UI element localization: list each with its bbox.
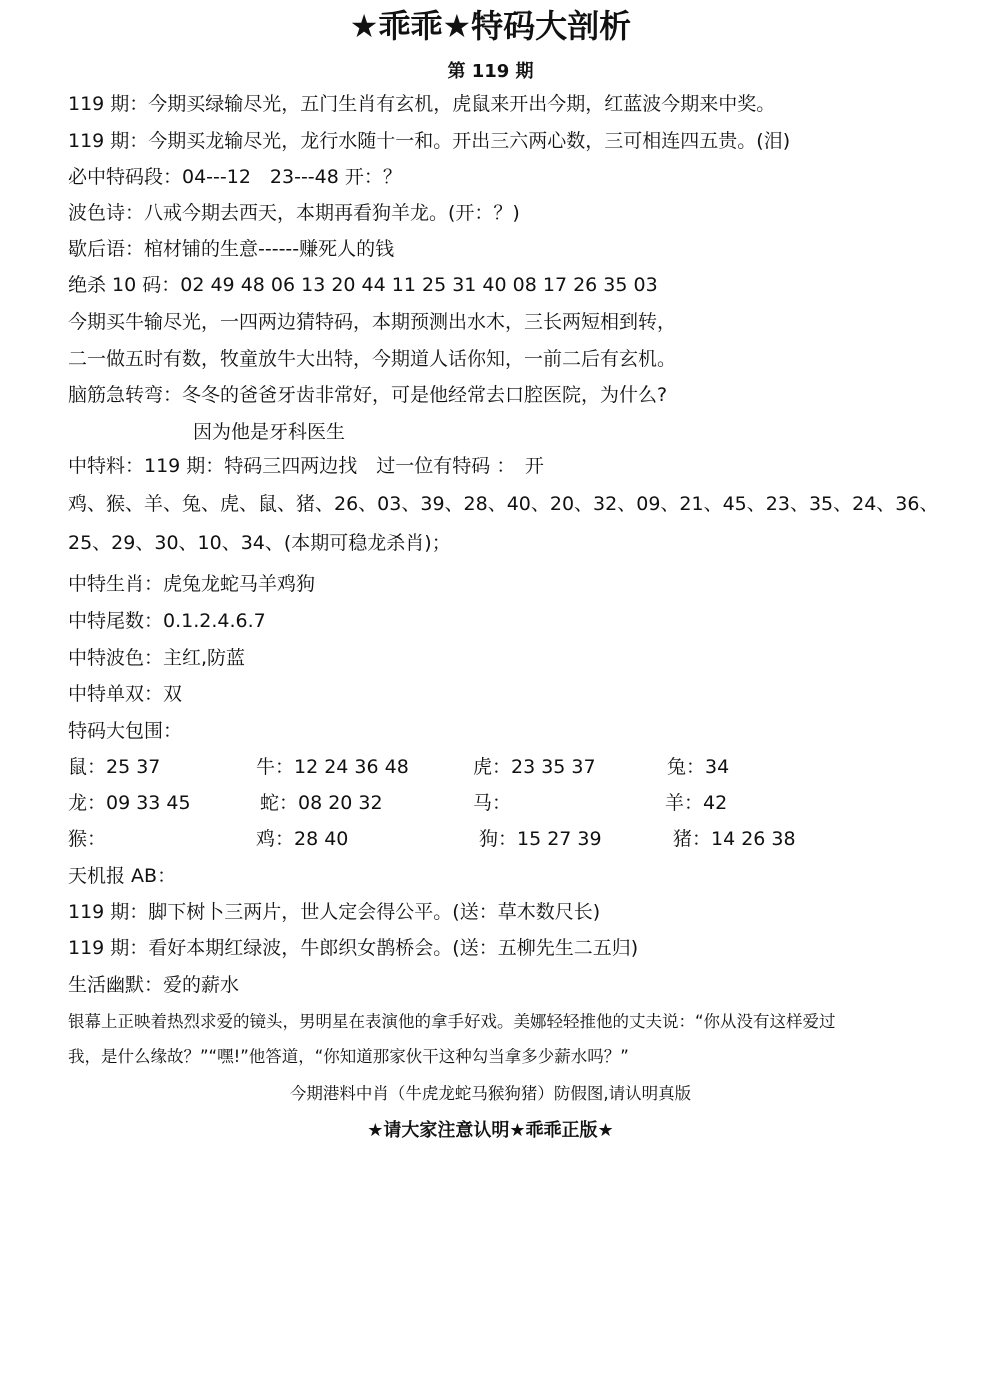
humor-heading: 生活幽默：爱的薪水 xyxy=(68,974,240,996)
tianji-line: 119 期：脚下树卜三两片，世人定会得公平。(送：草木数尺长) xyxy=(68,901,601,923)
number-list: 25、29、30、10、34、(本期可稳龙杀肖)； xyxy=(68,532,451,554)
odd-even: 中特单双：双 xyxy=(68,683,183,705)
xiehouyu: 歇后语：棺材铺的生意------赚死人的钱 xyxy=(68,238,395,260)
code-range: 必中特码段：04---12 23---48 开：？ xyxy=(68,166,402,188)
special-color: 中特波色：主红,防蓝 xyxy=(68,647,246,669)
special-tail: 中特尾数：0.1.2.4.6.7 xyxy=(68,610,266,632)
tianji-line: 119 期：看好本期红绿波，牛郎织女鹊桥会。(送：五柳先生二五归) xyxy=(68,937,639,959)
kill-ten-codes: 绝杀 10 码：02 49 48 06 13 20 44 11 25 31 40 08 17 26 35 03 xyxy=(68,274,658,296)
zodiac-cell: 兔：34 xyxy=(667,756,730,778)
anti-fake-note: 今期港料中肖（牛虎龙蛇马猴狗猪）防假图,请认明真版 xyxy=(289,1084,692,1103)
special-zodiac: 中特生肖：虎兔龙蛇马羊鸡狗 xyxy=(68,573,316,595)
poem-line: 二一做五时有数，牧童放牛大出特，今期道人话你知，一前二后有玄机。 xyxy=(68,348,677,370)
riddle-question: 脑筋急转弯：冬冬的爸爸牙齿非常好，可是他经常去口腔医院，为什么? xyxy=(68,384,668,406)
zodiac-cell: 猴： xyxy=(68,828,107,850)
riddle-answer: 因为他是牙科医生 xyxy=(193,421,346,443)
zodiac-cell: 羊：42 xyxy=(665,792,728,814)
special-material: 中特料：119 期：特码三四两边找 过一位有特码 ： 开 xyxy=(68,455,544,477)
poem-line: 今期买牛输尽光，一四两边猜特码，本期预测出水木，三长两短相到转， xyxy=(68,311,677,333)
humor-text: 我，是什么缘故？”“嘿!”他答道，“你知道那家伙干这种勾当拿多少薪水吗？” xyxy=(68,1047,629,1066)
tianji-heading: 天机报 AB： xyxy=(68,865,177,887)
page-title: ★乖乖★特码大剖析 xyxy=(349,7,632,45)
prediction-line: 119 期：今期买龙输尽光，龙行水随十一和。开出三六两心数，三可相连四五贵。(泪) xyxy=(68,130,791,152)
zodiac-cell: 龙：09 33 45 xyxy=(68,792,191,814)
genuine-notice: ★请大家注意认明★乖乖正版★ xyxy=(367,1120,614,1141)
number-list: 鸡、猴、羊、兔、虎、鼠、猪、26、03、39、28、40、20、32、09、21、45、23、35、24、36、 xyxy=(68,493,939,515)
zodiac-cell: 虎：23 35 37 xyxy=(473,756,596,778)
zodiac-cell: 蛇：08 20 32 xyxy=(260,792,383,814)
zodiac-cell: 猪：14 26 38 xyxy=(673,828,796,850)
prediction-line: 119 期：今期买绿输尽光，五门生肖有玄机，虎鼠来开出今期，红蓝波今期来中奖。 xyxy=(68,93,776,115)
zodiac-cell: 狗：15 27 39 xyxy=(479,828,602,850)
color-poem: 波色诗：八戒今期去西天，本期再看狗羊龙。(开：？) xyxy=(68,202,520,224)
zodiac-cell: 鸡：28 40 xyxy=(256,828,349,850)
zodiac-cell: 牛：12 24 36 48 xyxy=(256,756,409,778)
big-surround-heading: 特码大包围： xyxy=(68,720,183,742)
issue-number: 第 119 期 xyxy=(447,61,534,82)
zodiac-cell: 鼠：25 37 xyxy=(68,756,161,778)
zodiac-cell: 马： xyxy=(473,792,512,814)
humor-text: 银幕上正映着热烈求爱的镜头，男明星在表演他的拿手好戏。美娜轻轻推他的丈夫说：“你从没有这样爱过 xyxy=(68,1012,836,1031)
